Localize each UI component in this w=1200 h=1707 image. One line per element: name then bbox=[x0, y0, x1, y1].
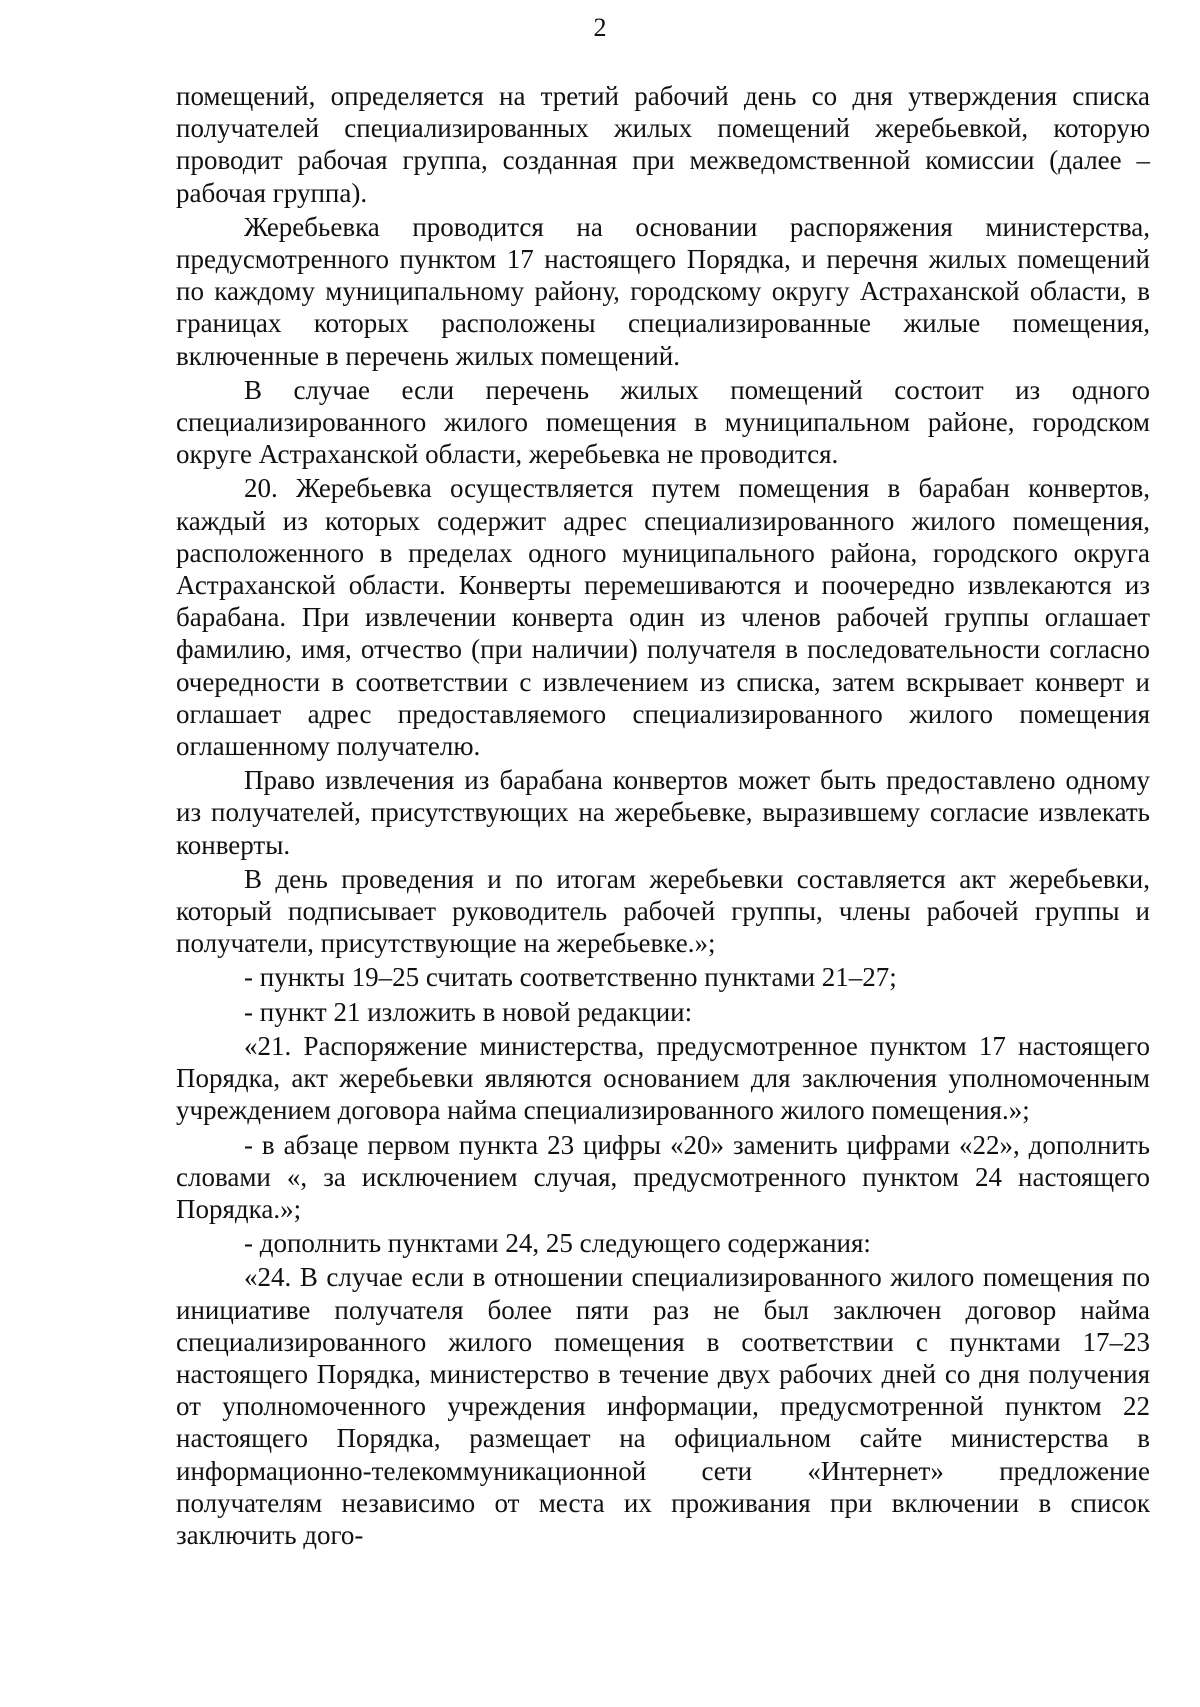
paragraph: «21. Распоряжение министерства, предусмотренное пунктом 17 настоящего Порядка, акт жеребьевки являются основанием для заключения уполномоченным учреждением договора найма специализированного жилого помещения.»; bbox=[176, 1030, 1150, 1126]
page-number: 2 bbox=[593, 13, 607, 42]
paragraph: - в абзаце первом пункта 23 цифры «20» заменить цифрами «22», дополнить словами «, за исключением случая, предусмотренного пунктом 24 настоящего Порядка.»; bbox=[176, 1129, 1150, 1224]
paragraph: В случае если перечень жилых помещений состоит из одного специализированного жилого помещения в муниципальном районе, городском округе Астраханской области, жеребьевка не проводится. bbox=[176, 374, 1150, 470]
paragraph: - пункт 21 изложить в новой редакции: bbox=[244, 996, 693, 1027]
paragraph: Право извлечения из барабана конвертов может быть предоставлено одному из получателей, присутствующих на жеребьевке, выразившему согласие извлекать конверты. bbox=[176, 765, 1150, 860]
document-body bbox=[176, 80, 1150, 1553]
paragraph: 20. Жеребьевка осуществляется путем помещения в барабан конвертов, каждый из которых содержит адрес специализированного жилого помещения, расположенного в пределах одного муниципального района, городского округа Астраханской области. Конверты перемешиваются и поочередно извлекаются из барабана. При извлечении конверта один из членов рабочей группы оглашает фамилию, имя, отчество (при наличии) получателя в последовательности согласно очередности в соответствии с извлечением из списка, затем вскрывает конверт и оглашает адрес предоставляемого специализированного жилого помещения оглашенному получателю. bbox=[176, 473, 1150, 762]
paragraph: Жеребьевка проводится на основании распоряжения министерства, предусмотренного пунктом 17 настоящего Порядка, и перечня жилых помещений по каждому муниципальному району, городскому округу Астраханской области, в границах которых расположены специализированные жилые помещения, включенные в перечень жилых помещений. bbox=[176, 211, 1150, 371]
paragraph: помещений, определяется на третий рабочий день со дня утверждения списка получателей специализированных жилых помещений жеребьевкой, которую проводит рабочая группа, созданная при межведомственной комиссии (далее – рабочая группа). bbox=[176, 81, 1150, 208]
paragraph: - пункты 19–25 считать соответственно пунктами 21–27; bbox=[244, 962, 897, 993]
paragraph: В день проведения и по итогам жеребьевки составляется акт жеребьевки, который подписывает руководитель рабочей группы, члены рабочей группы и получатели, присутствующие на жеребьевке.»; bbox=[176, 863, 1150, 959]
paragraph: «24. В случае если в отношении специализированного жилого помещения по инициативе получателя более пяти раз не был заключен договор найма специализированного жилого помещения в соответствии с пунктами 17–23 настоящего Порядка, министерство в течение двух рабочих дней со дня получения от уполномоченного учреждения информации, предусмотренной пунктом 22 настоящего Порядка, размещает на официальном сайте министерства в информационно-телекоммуникационной сети «Интернет» предложение получателям независимо от места их проживания при включении в список заключить дого- bbox=[176, 1262, 1150, 1550]
paragraph: - дополнить пунктами 24, 25 следующего содержания: bbox=[244, 1228, 871, 1259]
